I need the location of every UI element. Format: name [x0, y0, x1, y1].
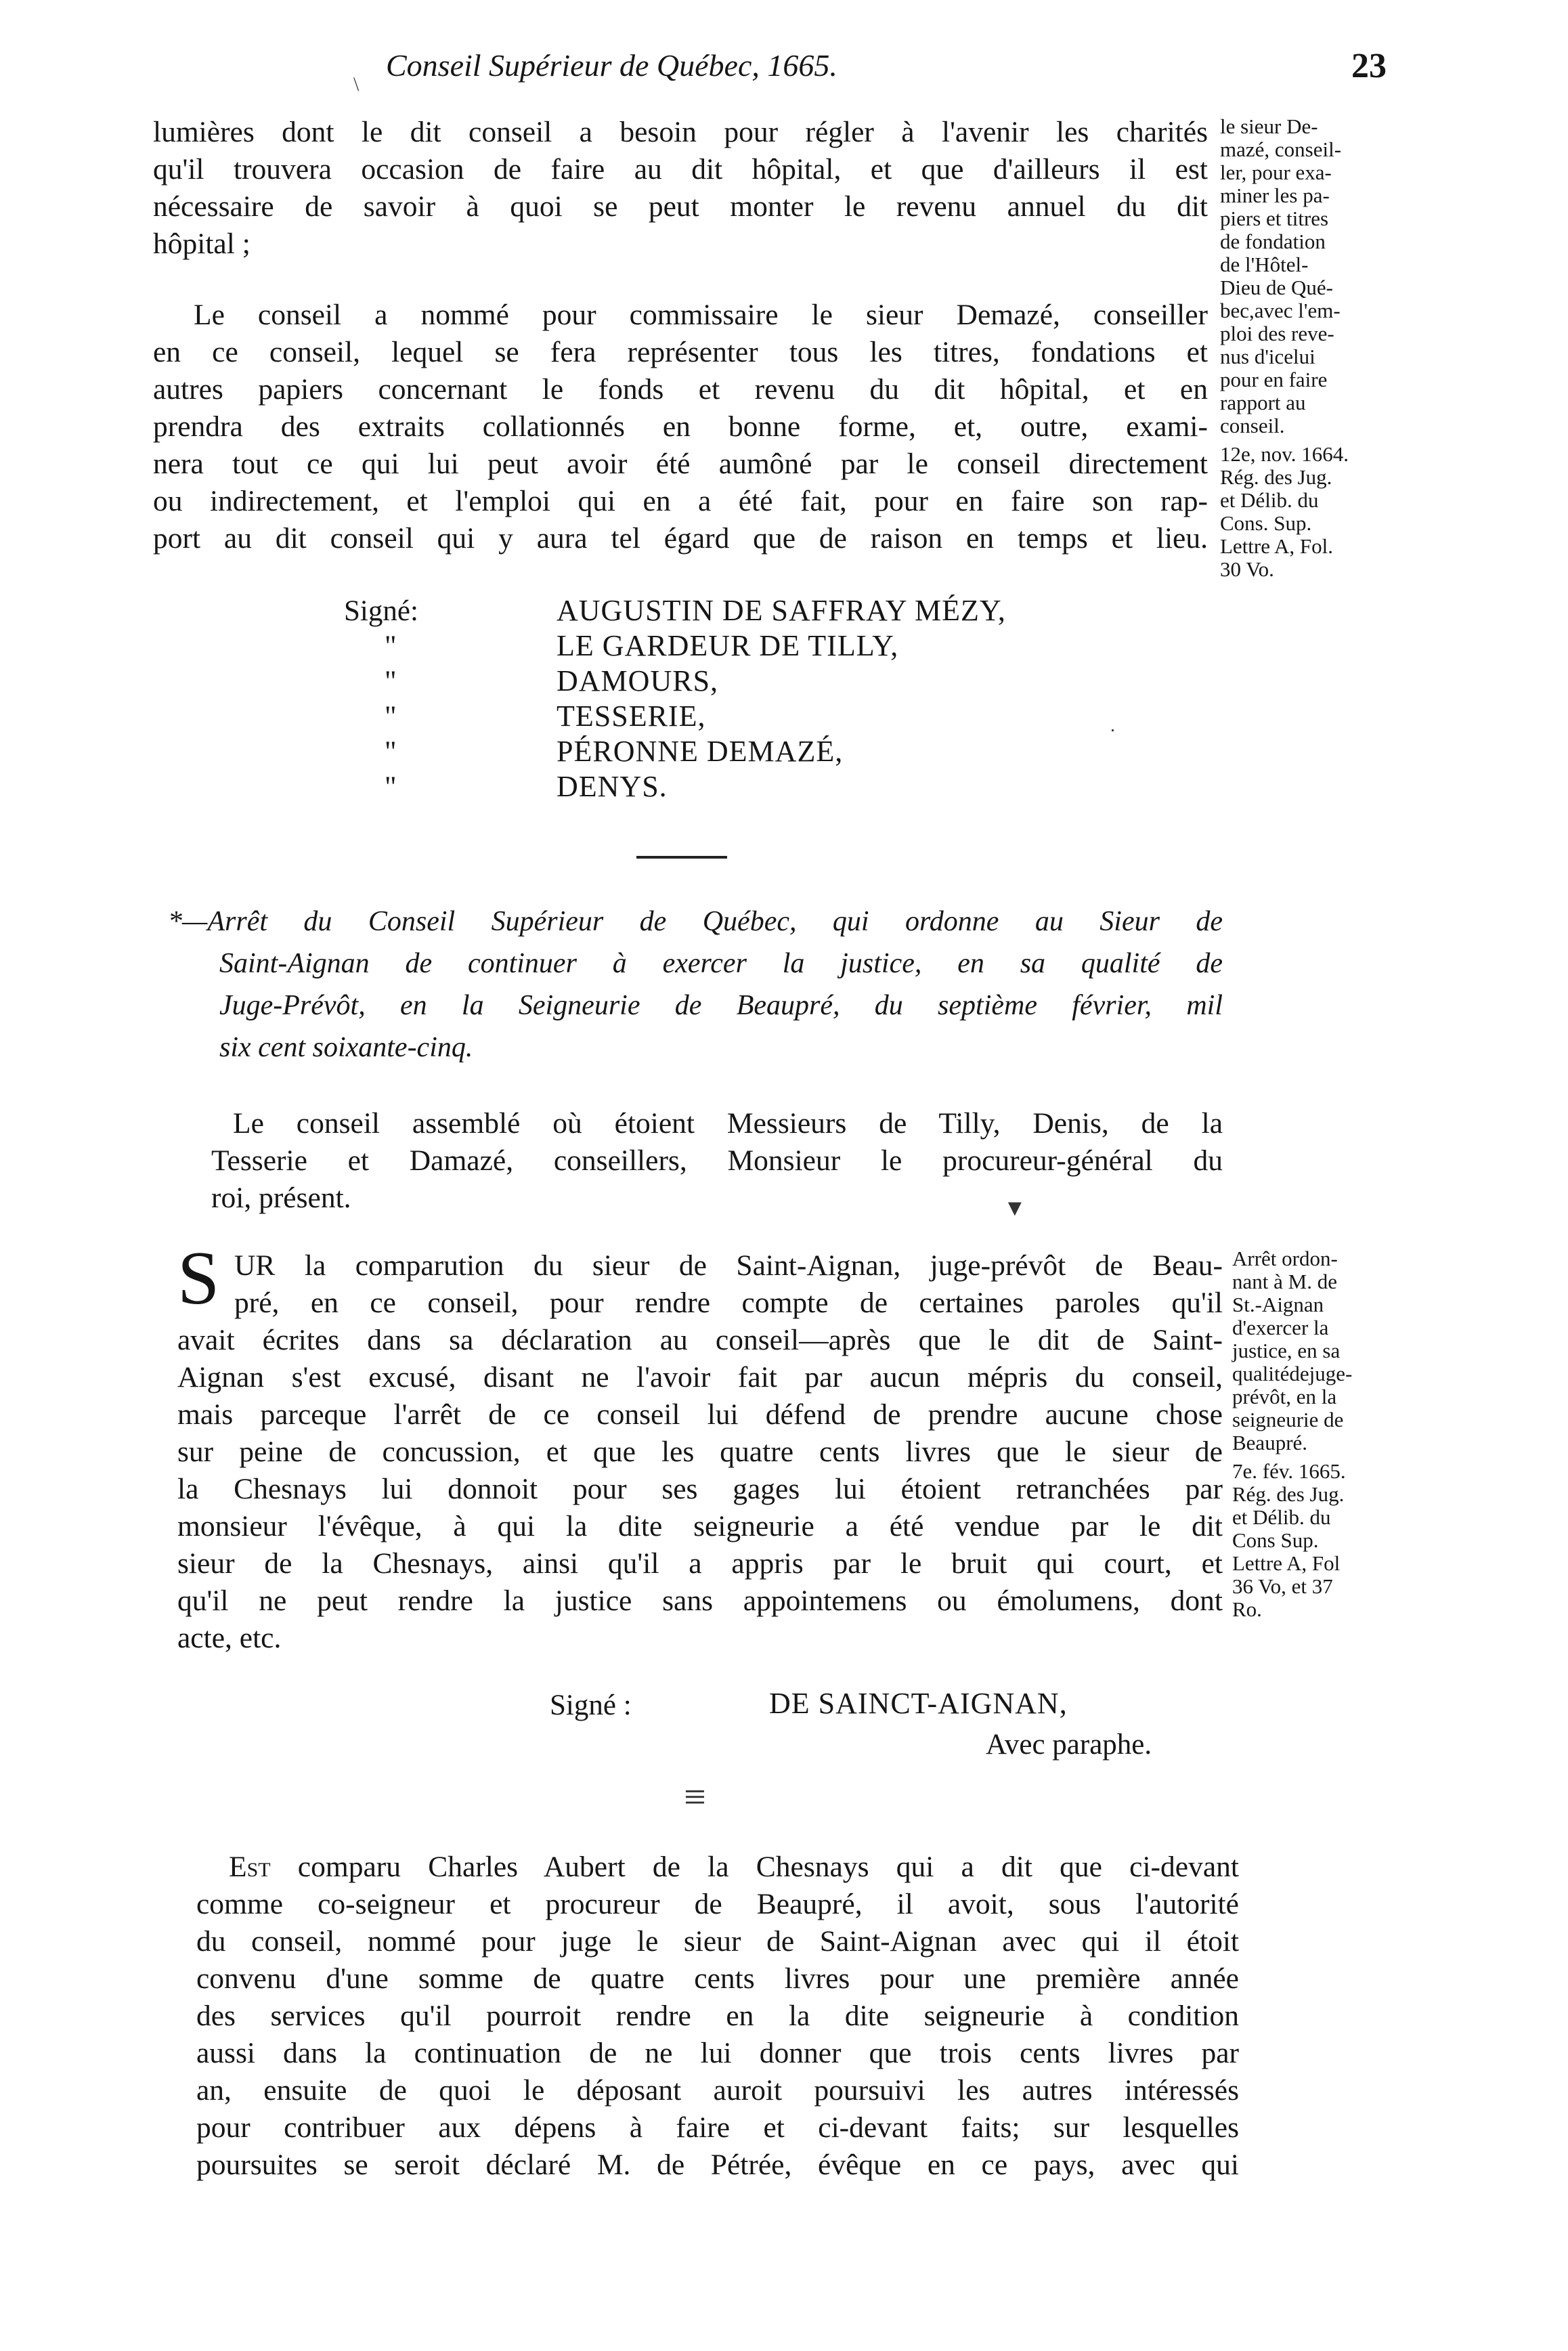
margin-line: Arrêt ordon- — [1232, 1247, 1338, 1270]
ornament-mark: ≡ — [684, 1775, 706, 1819]
signatory-name: PÉRONNE DEMAZÉ, — [557, 735, 844, 768]
stray-mark: ▼ — [1003, 1196, 1026, 1221]
text-line: poursuites se seroit déclaré M. de Pétrée, évêque en ce pays, avec qui — [196, 2149, 1239, 2181]
margin-line: conseil. — [1220, 414, 1285, 437]
text-line: convenu d'une somme de quatre cents livres pour une première année — [196, 1962, 1239, 1995]
text-line: an, ensuite de quoi le déposant auroit poursuivi les autres intéressés — [196, 2074, 1239, 2107]
margin-line: nus d'icelui — [1220, 345, 1315, 368]
margin-line: justice, en sa — [1232, 1339, 1341, 1362]
text-line: Le conseil a nommé pour commissaire le sieur Demazé, conseiller — [194, 299, 1208, 331]
text-line: comparu Charles Aubert de la Chesnays qui a dit que ci-devant — [270, 1851, 1239, 1883]
margin-line: Ro. — [1232, 1597, 1262, 1621]
text-line: UR la comparution du sieur de Saint-Aignan, juge-prévôt de Beau- — [234, 1249, 1223, 1282]
section-divider — [636, 856, 727, 859]
signature-label: Signé : — [550, 1689, 632, 1721]
margin-line: Cons. Sup. — [1220, 511, 1312, 535]
margin-line: 30 Vo. — [1220, 557, 1274, 581]
heading-line: Juge-Prévôt, en la Seigneurie de Beaupré, du septième février, mil — [219, 990, 1223, 1021]
text-line: acte, etc. — [177, 1622, 282, 1654]
text-line: mais parceque l'arrêt de ce conseil lui défend de prendre aucune chose — [177, 1398, 1223, 1431]
text-line: comme co-seigneur et procureur de Beaupré, il avoit, sous l'autorité — [196, 1888, 1239, 1920]
lead-word: Est — [229, 1851, 271, 1883]
margin-note-demaze — [1220, 115, 1423, 581]
signatory-name: DENYS. — [557, 770, 668, 803]
margin-line: prévôt, en la — [1232, 1385, 1337, 1408]
text-line: nera tout ce qui lui peut avoir été aumôné par le conseil directement — [153, 448, 1208, 480]
text-line: monsieur l'évêque, à qui la dite seigneurie a été vendue par le dit — [177, 1510, 1223, 1543]
margin-line: rapport au — [1220, 391, 1306, 414]
running-head-title: Conseil Supérieur de Québec, 1665. — [386, 48, 837, 83]
signatory-name: DAMOURS, — [557, 664, 719, 697]
text-line: lumières dont le dit conseil a besoin pour régler à l'avenir les charités — [153, 116, 1208, 148]
margin-line: de l'Hôtel- — [1220, 253, 1309, 276]
margin-line: 36 Vo, et 37 — [1232, 1574, 1333, 1598]
margin-line: Rég. des Jug. — [1220, 465, 1332, 489]
margin-line: Lettre A, Fol — [1232, 1551, 1341, 1575]
paragraph-est-comparu — [196, 1849, 1239, 2184]
paragraph-commissaire-demaze — [153, 297, 1208, 557]
margin-line: Rég. des Jug. — [1232, 1482, 1345, 1506]
text-line: roi, présent. — [211, 1182, 351, 1214]
margin-line: pour en faire — [1220, 368, 1328, 391]
text-line: en ce conseil, lequel se fera représenter tous les titres, fondations et — [153, 336, 1208, 368]
signatory-name: DE SAINCT-AIGNAN, — [769, 1687, 1068, 1720]
margin-line: St.-Aignan — [1232, 1293, 1324, 1316]
text-line: sur peine de concussion, et que les quatre cents livres que le sieur de — [177, 1436, 1223, 1468]
margin-line: Dieu de Qué- — [1220, 276, 1333, 299]
margin-line: Cons Sup. — [1232, 1528, 1319, 1552]
text-line: autres papiers concernant le fonds et revenu du dit hôpital, et en — [153, 373, 1208, 406]
margin-line: 12e, nov. 1664. — [1220, 442, 1349, 466]
margin-line: ploi des reve- — [1220, 322, 1334, 345]
heading-line: six cent soixante-cinq. — [219, 1032, 473, 1063]
margin-line: mazé, conseil- — [1220, 137, 1342, 161]
ditto-mark: " — [385, 771, 397, 803]
text-line: des services qu'il pourroit rendre en la dite seigneurie à condition — [196, 2000, 1239, 2032]
text-line: nécessaire de savoir à quoi se peut monter le revenu annuel du dit — [153, 190, 1208, 223]
margin-line: Lettre A, Fol. — [1220, 534, 1334, 558]
signature-label: Signé: — [344, 595, 418, 627]
heading-line: *—Arrêt du Conseil Supérieur de Québec, qui ordonne au Sieur de — [168, 906, 1223, 937]
arret-heading — [168, 901, 1223, 1069]
ditto-mark: " — [385, 736, 397, 768]
margin-line: 7e. fév. 1665. — [1232, 1459, 1346, 1483]
stray-mark: \ — [353, 73, 360, 95]
signatory-name: TESSERIE, — [557, 699, 706, 733]
drop-cap-letter: S — [177, 1236, 220, 1320]
stray-dot: . — [1110, 715, 1115, 736]
margin-note-saint-aignan — [1232, 1247, 1435, 1621]
text-line: qu'il trouvera occasion de faire au dit hôpital, et que d'ailleurs il est — [153, 153, 1208, 186]
margin-line: d'exercer la — [1232, 1316, 1329, 1339]
paragraph-comparution-saint-aignan — [177, 1236, 1223, 1657]
text-line: Tesserie et Damazé, conseillers, Monsieur le procureur-général du — [211, 1144, 1223, 1177]
paragraph-hopital-charites — [153, 114, 1208, 263]
paragraph-conseil-assemble — [211, 1105, 1223, 1217]
text-line: Le conseil assemblé où étoient Messieurs de Tilly, Denis, de la — [233, 1107, 1223, 1140]
margin-line: et Délib. du — [1220, 488, 1319, 512]
margin-line: ler, pour exa- — [1220, 160, 1332, 184]
heading-line: Saint-Aignan de continuer à exercer la justice, en sa qualité de — [219, 948, 1223, 979]
text-line: port au dit conseil qui y aura tel égard que de raison en temps et lieu. — [153, 522, 1208, 555]
margin-line: piers et titres — [1220, 207, 1329, 230]
margin-line: de fondation — [1220, 230, 1326, 253]
text-line: du conseil, nommé pour juge le sieur de Saint-Aignan avec qui il étoit — [196, 1925, 1239, 1958]
text-line: hôpital ; — [153, 228, 251, 260]
margin-line: et Délib. du — [1232, 1505, 1331, 1529]
text-line: aussi dans la continuation de ne lui donner que trois cents livres par — [196, 2037, 1239, 2069]
ditto-mark: " — [385, 701, 397, 733]
text-line: pré, en ce conseil, pour rendre compte de certaines paroles qu'il — [234, 1287, 1223, 1319]
margin-line: nant à M. de — [1232, 1270, 1337, 1293]
text-line: ou indirectement, et l'emploi qui en a été fait, pour en faire son rap- — [153, 485, 1208, 517]
page-number: 23 — [1351, 47, 1387, 85]
text-line: Aignan s'est excusé, disant ne l'avoir fait par aucun mépris du conseil, — [177, 1361, 1223, 1394]
paraphe-note: Avec paraphe. — [986, 1729, 1152, 1761]
margin-line: le sieur De- — [1220, 114, 1318, 138]
signatory-name: AUGUSTIN DE SAFFRAY MÉZY, — [557, 594, 1006, 627]
margin-line: bec,avec l'em- — [1220, 299, 1341, 322]
margin-line: miner les pa- — [1220, 184, 1330, 207]
text-line: la Chesnays lui donnoit pour ses gages lui étoient retranchées par — [177, 1473, 1223, 1505]
text-line: prendra des extraits collationnés en bonne forme, et, outre, exami- — [153, 410, 1208, 443]
signatory-name: LE GARDEUR DE TILLY, — [557, 629, 899, 662]
margin-line: Beaupré. — [1232, 1431, 1308, 1454]
text-line: qu'il ne peut rendre la justice sans appointemens ou émolumens, dont — [177, 1584, 1223, 1617]
ditto-mark: " — [385, 666, 397, 697]
ditto-mark: " — [385, 630, 397, 662]
margin-line: seigneurie de — [1232, 1408, 1344, 1431]
margin-line: qualitédejuge- — [1232, 1362, 1353, 1385]
text-line: pour contribuer aux dépens à faire et ci-devant faits; sur lesquelles — [196, 2111, 1239, 2144]
text-line: avait écrites dans sa déclaration au conseil—après que le dit de Saint- — [177, 1324, 1223, 1356]
text-line: sieur de la Chesnays, ainsi qu'il a appris par le bruit qui court, et — [177, 1547, 1223, 1580]
